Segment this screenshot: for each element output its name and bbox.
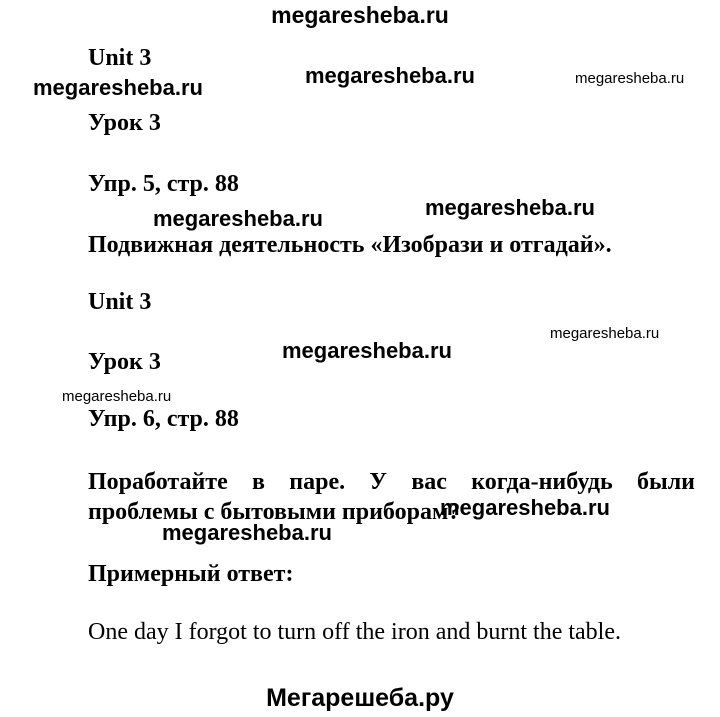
answer-text: One day I forgot to turn off the iron and burnt the table. [88,619,621,645]
watermark-5: megaresheba.ru [425,195,595,220]
task-text-2: Поработайте в паре. У вас когда-нибудь были проблемы с бытовыми приборам? [88,469,695,525]
watermark-3: megaresheba.ru [575,70,685,87]
footer-brand: Мегарешеба.ру [266,684,454,712]
unit-heading-1: Unit 3 [88,45,152,71]
watermark-6: megaresheba.ru [550,325,660,342]
watermark-10: megaresheba.ru [162,520,332,545]
watermark-4: megaresheba.ru [153,206,323,231]
answer-label: Примерный ответ: [88,561,294,587]
lesson-heading-2: Урок 3 [88,349,161,375]
exercise-heading-1: Упр. 5, стр. 88 [88,171,239,197]
task-text-1: Подвижная деятельность «Изобрази и отгадай». [88,232,612,258]
watermark-2: megaresheba.ru [305,63,475,88]
unit-heading-2: Unit 3 [88,289,152,315]
watermark-1: megaresheba.ru [33,75,203,100]
exercise-heading-2: Упр. 6, стр. 88 [88,406,239,432]
header-watermark: megaresheba.ru [271,2,449,28]
lesson-heading-1: Урок 3 [88,110,161,136]
watermark-9: megaresheba.ru [440,495,610,520]
watermark-7: megaresheba.ru [282,338,452,363]
watermark-8: megaresheba.ru [62,388,172,405]
